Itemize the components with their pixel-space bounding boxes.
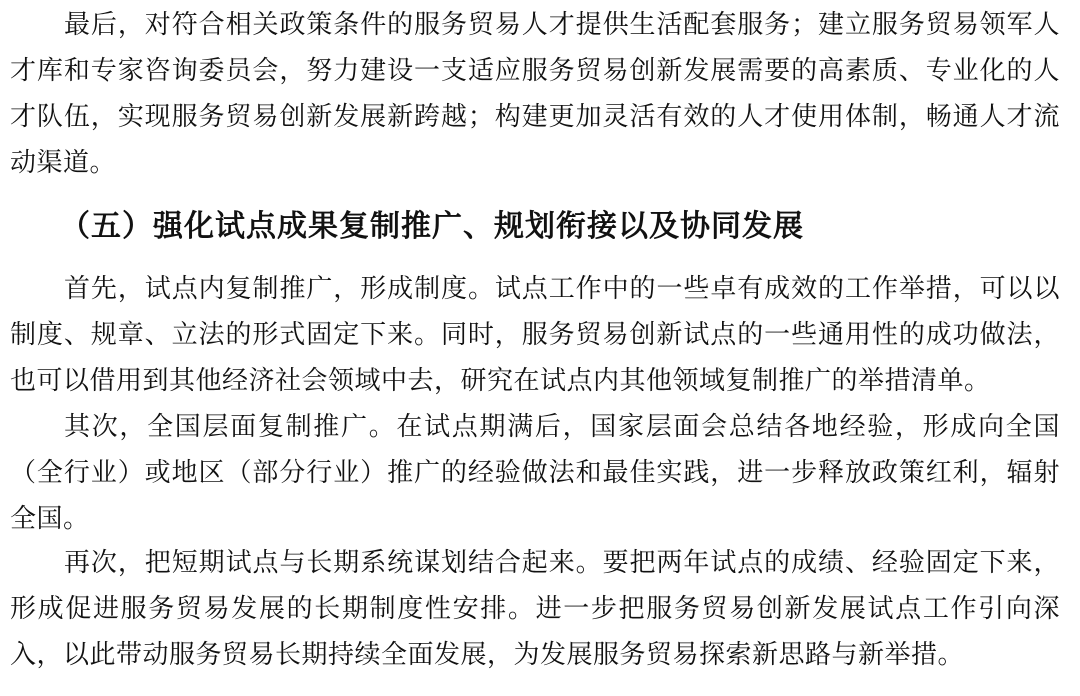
section-heading: （五）强化试点成果复制推广、规划衔接以及协同发展 [60, 209, 804, 244]
paragraph-pilot-replication: 首先，试点内复制推广，形成制度。试点工作中的一些卓有成效的工作举措，可以以制度、规章、立法的形式固定下来。同时，服务贸易创新试点的一些通用性的成功做法，也可以借用到其他经济社会领域中去，研究在试点内其他领域复制推广的举措清单。 [10, 274, 1060, 396]
paragraph-national-replication: 其次，全国层面复制推广。在试点期满后，国家层面会总结各地经验，形成向全国（全行业）或地区（部分行业）推广的经验做法和最佳实践，进一步释放政策红利，辐射全国。 [10, 412, 1060, 534]
paragraph-talent-services: 最后，对符合相关政策条件的服务贸易人才提供生活配套服务；建立服务贸易领军人才库和专家咨询委员会，努力建设一支适应服务贸易创新发展需要的高素质、专业化的人才队伍，实现服务贸易创新发展新跨越；构建更加灵活有效的人才使用体制，畅通人才流动渠道。 [10, 10, 1060, 178]
paragraph-long-term-planning: 再次，把短期试点与长期系统谋划结合起来。要把两年试点的成绩、经验固定下来，形成促进服务贸易发展的长期制度性安排。进一步把服务贸易创新发展试点工作引向深入，以此带动服务贸易长期持续全面发展，为发展服务贸易探索新思路与新举措。 [10, 548, 1060, 670]
